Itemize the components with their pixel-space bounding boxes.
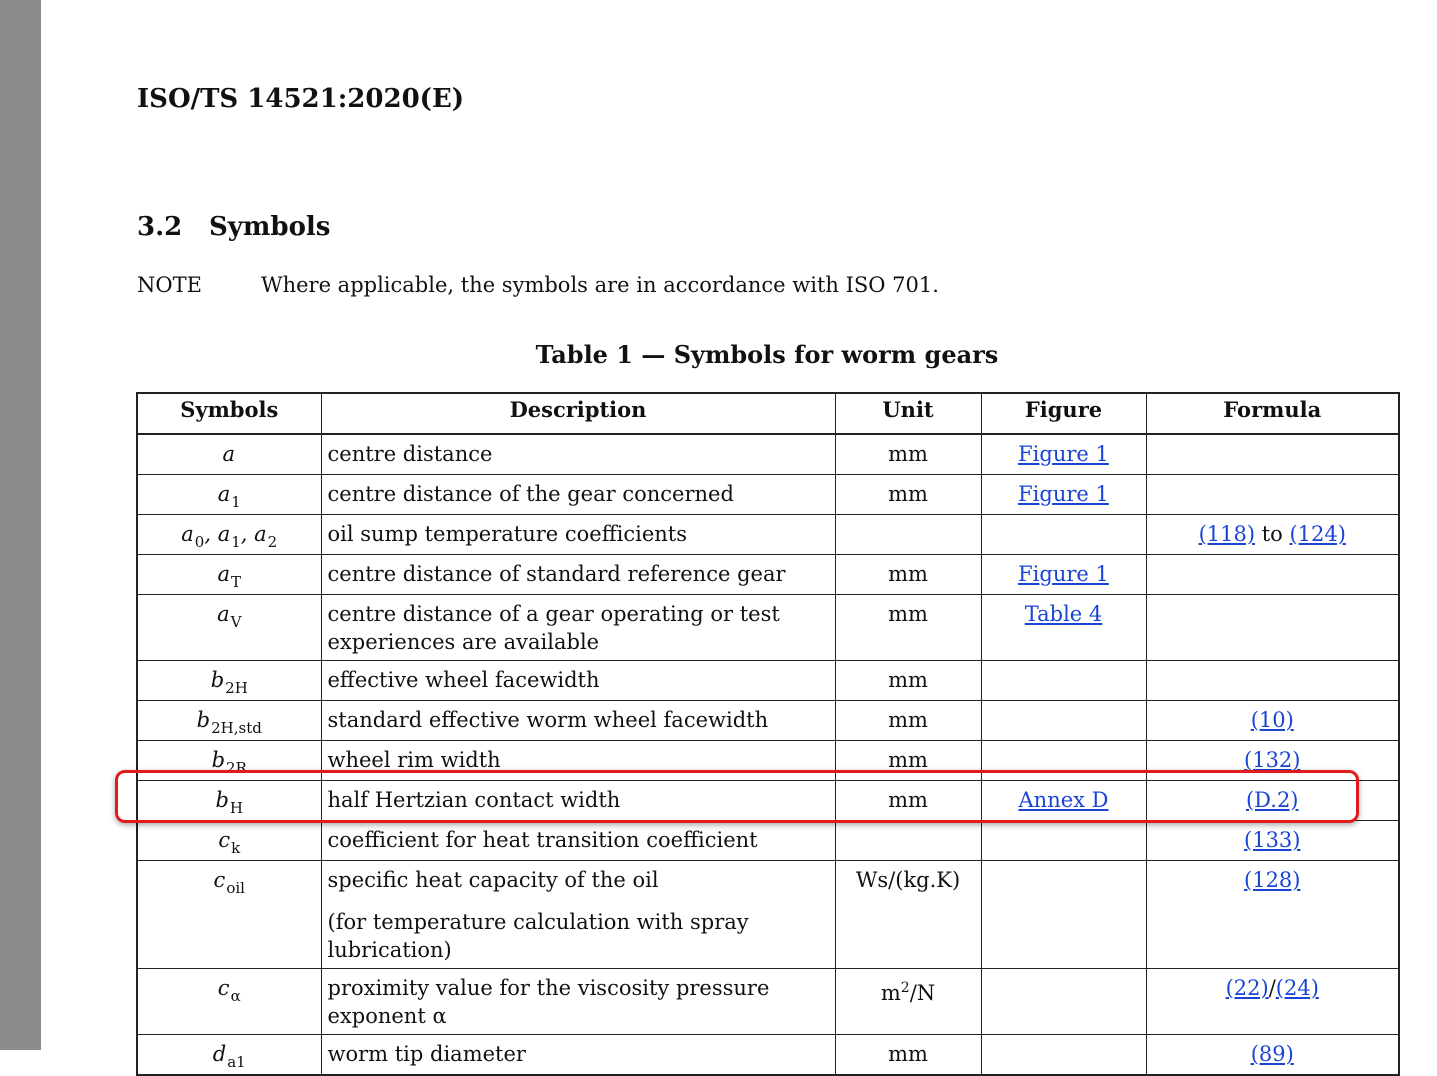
symbol-cell: $a_T$	[137, 555, 321, 595]
description-cell: oil sump temperature coefficients	[321, 515, 835, 555]
unit-cell	[835, 515, 981, 555]
header-formula: Formula	[1146, 393, 1399, 434]
section-heading	[137, 212, 330, 242]
figure-link[interactable]: Figure 1	[1018, 562, 1109, 586]
note-text: Where applicable, the symbols are in accordance with ISO 701.	[261, 273, 939, 297]
symbol-cell: $c_{oil}$	[137, 861, 321, 969]
figure-cell	[981, 821, 1146, 861]
symbol-cell: $d_{a1}$	[137, 1035, 321, 1076]
table-row	[137, 515, 1399, 555]
section-title: Symbols	[209, 212, 331, 242]
table-row	[137, 741, 1399, 781]
formula-cell: (22)/(24)	[1146, 969, 1399, 1035]
figure-cell	[981, 781, 1146, 821]
figure-cell	[981, 1035, 1146, 1076]
symbol-cell: $b_H$	[137, 781, 321, 821]
unit-cell: $m^2/N$	[835, 969, 981, 1035]
symbol-cell: $a_V$	[137, 595, 321, 661]
table-row	[137, 434, 1399, 475]
unit-cell: mm	[835, 741, 981, 781]
table-caption: Table 1 — Symbols for worm gears	[535, 340, 999, 369]
description-cell: proximity value for the viscosity pressure exponent α	[321, 969, 835, 1035]
figure-cell	[981, 475, 1146, 515]
figure-link[interactable]: Figure 1	[1018, 442, 1109, 466]
figure-cell	[981, 741, 1146, 781]
symbol-cell: $b_{2R}$	[137, 741, 321, 781]
note	[137, 273, 939, 297]
unit-cell: mm	[835, 701, 981, 741]
section-number: 3.2	[137, 212, 183, 242]
description-cell	[321, 861, 835, 969]
table-header-row	[137, 393, 1399, 434]
unit-cell: mm	[835, 434, 981, 475]
formula-cell	[1146, 661, 1399, 701]
header-symbols: Symbols	[137, 393, 321, 434]
formula-cell	[1146, 1035, 1399, 1076]
unit-cell: mm	[835, 781, 981, 821]
description-cell: half Hertzian contact width	[321, 781, 835, 821]
formula-cell	[1146, 741, 1399, 781]
formula-link[interactable]: (128)	[1244, 868, 1301, 892]
header-figure: Figure	[981, 393, 1146, 434]
header-unit: Unit	[835, 393, 981, 434]
description-cell: centre distance of standard reference gear	[321, 555, 835, 595]
unit-cell: mm	[835, 555, 981, 595]
figure-cell	[981, 701, 1146, 741]
description-note: (for temperature calculation with spray lubrication)	[327, 910, 749, 962]
unit-cell: mm	[835, 475, 981, 515]
symbol-cell: $b_{2H}$	[137, 661, 321, 701]
symbol-cell: $c_k$	[137, 821, 321, 861]
figure-link[interactable]: Figure 1	[1018, 482, 1109, 506]
viewer-gutter	[0, 0, 41, 1050]
symbol-cell: $a_0$, $a_1$, $a_2$	[137, 515, 321, 555]
formula-link[interactable]: (89)	[1250, 1042, 1294, 1066]
figure-cell	[981, 595, 1146, 661]
table-row	[137, 595, 1399, 661]
annex-link[interactable]: Annex D	[1018, 788, 1109, 812]
unit-cell: mm	[835, 661, 981, 701]
figure-cell	[981, 515, 1146, 555]
formula-cell	[1146, 595, 1399, 661]
table-link[interactable]: Table 4	[1024, 602, 1103, 626]
figure-cell	[981, 861, 1146, 969]
formula-cell	[1146, 434, 1399, 475]
formula-link[interactable]: (124)	[1289, 522, 1346, 546]
formula-cell	[1146, 475, 1399, 515]
description-cell: coefficient for heat transition coefficient	[321, 821, 835, 861]
formula-link[interactable]: (22)	[1225, 976, 1269, 1000]
description-cell: standard effective worm wheel facewidth	[321, 701, 835, 741]
description-cell: effective wheel facewidth	[321, 661, 835, 701]
formula-cell: (118) to (124)	[1146, 515, 1399, 555]
figure-cell	[981, 555, 1146, 595]
table-row	[137, 661, 1399, 701]
formula-cell	[1146, 701, 1399, 741]
description-text: specific heat capacity of the oil	[327, 868, 659, 892]
figure-cell	[981, 434, 1146, 475]
description-cell: centre distance of the gear concerned	[321, 475, 835, 515]
formula-cell	[1146, 555, 1399, 595]
table-row	[137, 969, 1399, 1035]
formula-link[interactable]: (D.2)	[1245, 788, 1299, 812]
unit-cell: mm	[835, 1035, 981, 1076]
formula-link[interactable]: (132)	[1244, 748, 1301, 772]
description-cell: wheel rim width	[321, 741, 835, 781]
unit-cell	[835, 821, 981, 861]
formula-link[interactable]: (133)	[1244, 828, 1301, 852]
symbol-cell: $c_\alpha$	[137, 969, 321, 1035]
formula-link[interactable]: (10)	[1250, 708, 1294, 732]
unit-cell: mm	[835, 595, 981, 661]
unit-cell: Ws/(kg.K)	[835, 861, 981, 969]
symbol-cell: $b_{2H,std}$	[137, 701, 321, 741]
table-row	[137, 555, 1399, 595]
figure-cell	[981, 661, 1146, 701]
description-cell: centre distance of a gear operating or test experiences are available	[321, 595, 835, 661]
table-row	[137, 475, 1399, 515]
table-row-highlighted	[137, 781, 1399, 821]
document-id: ISO/TS 14521:2020(E)	[137, 84, 465, 114]
note-label: NOTE	[137, 273, 202, 297]
symbol-cell: a	[137, 434, 321, 475]
table-row	[137, 861, 1399, 969]
symbol-cell: $a_1$	[137, 475, 321, 515]
figure-cell	[981, 969, 1146, 1035]
formula-link[interactable]: (24)	[1275, 976, 1319, 1000]
table-row	[137, 821, 1399, 861]
formula-cell	[1146, 821, 1399, 861]
formula-cell	[1146, 861, 1399, 969]
header-description: Description	[321, 393, 835, 434]
table-row	[137, 701, 1399, 741]
document-page	[41, 0, 1437, 1071]
table-row	[137, 1035, 1399, 1076]
description-cell: centre distance	[321, 434, 835, 475]
description-cell: worm tip diameter	[321, 1035, 835, 1076]
symbols-table	[136, 392, 1400, 1076]
formula-link[interactable]: (118)	[1198, 522, 1256, 546]
formula-cell	[1146, 781, 1399, 821]
